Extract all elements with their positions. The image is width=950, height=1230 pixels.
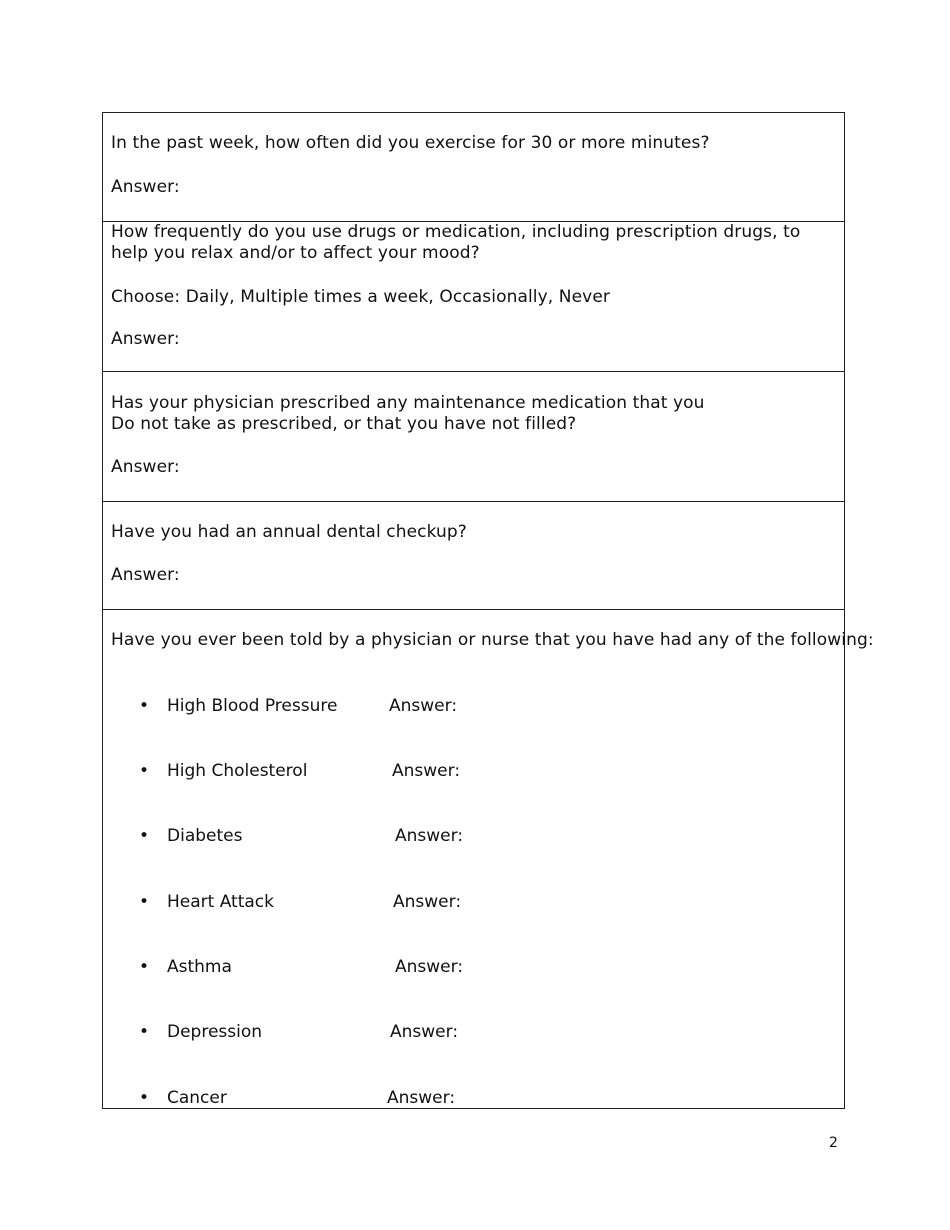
condition-label: Cancer	[167, 1088, 227, 1108]
condition-answer-label: Answer:	[392, 761, 461, 781]
drugs-choices-text: Choose: Daily, Multiple times a week, Occasionally, Never	[111, 287, 610, 307]
maintenance-question-cell	[103, 371, 844, 501]
dental-question-text: Have you had an annual dental checkup?	[111, 522, 467, 542]
condition-answer-label: Answer:	[393, 892, 462, 912]
maintenance-answer-label: Answer:	[111, 457, 180, 477]
condition-label: High Blood Pressure	[167, 696, 338, 716]
condition-row-high-blood-pressure	[103, 696, 844, 718]
maintenance-question-line1: Has your physician prescribed any maintenance medication that you	[111, 393, 705, 413]
bullet-icon: •	[139, 1022, 150, 1042]
condition-label: High Cholesterol	[167, 761, 308, 781]
condition-answer-label: Answer:	[389, 696, 458, 716]
bullet-icon: •	[139, 696, 150, 716]
condition-label: Depression	[167, 1022, 263, 1042]
drugs-question-line1: How frequently do you use drugs or medication, including prescription drugs, to	[111, 222, 801, 242]
exercise-question-text: In the past week, how often did you exercise for 30 or more minutes?	[111, 133, 710, 153]
condition-answer-label: Answer:	[395, 826, 464, 846]
maintenance-question-line2: Do not take as prescribed, or that you have not filled?	[111, 414, 577, 434]
condition-label: Heart Attack	[167, 892, 274, 912]
condition-answer-label: Answer:	[390, 1022, 459, 1042]
page-number: 2	[829, 1135, 838, 1151]
bullet-icon: •	[139, 1088, 150, 1108]
drugs-answer-label: Answer:	[111, 329, 180, 349]
condition-row-asthma	[103, 957, 844, 979]
bullet-icon: •	[139, 957, 150, 977]
exercise-question-cell	[103, 113, 844, 221]
condition-row-high-cholesterol	[103, 761, 844, 783]
condition-answer-label: Answer:	[387, 1088, 456, 1108]
dental-answer-label: Answer:	[111, 565, 180, 585]
conditions-question-text: Have you ever been told by a physician or nurse that you have had any of the following:	[111, 630, 874, 650]
bullet-icon: •	[139, 892, 150, 912]
questionnaire-table	[102, 112, 874, 1109]
condition-row-cancer	[103, 1088, 844, 1110]
drugs-question-line2: help you relax and/or to affect your mood?	[111, 243, 480, 263]
bullet-icon: •	[139, 761, 150, 781]
condition-row-depression	[103, 1022, 844, 1044]
condition-label: Asthma	[167, 957, 232, 977]
conditions-question-cell	[103, 609, 874, 1110]
dental-question-cell	[103, 501, 844, 609]
exercise-answer-label: Answer:	[111, 177, 180, 197]
drugs-question-cell	[103, 221, 844, 371]
condition-answer-label: Answer:	[395, 957, 464, 977]
condition-label: Diabetes	[167, 826, 243, 846]
condition-row-diabetes	[103, 826, 844, 848]
bullet-icon: •	[139, 826, 150, 846]
condition-row-heart-attack	[103, 892, 844, 914]
